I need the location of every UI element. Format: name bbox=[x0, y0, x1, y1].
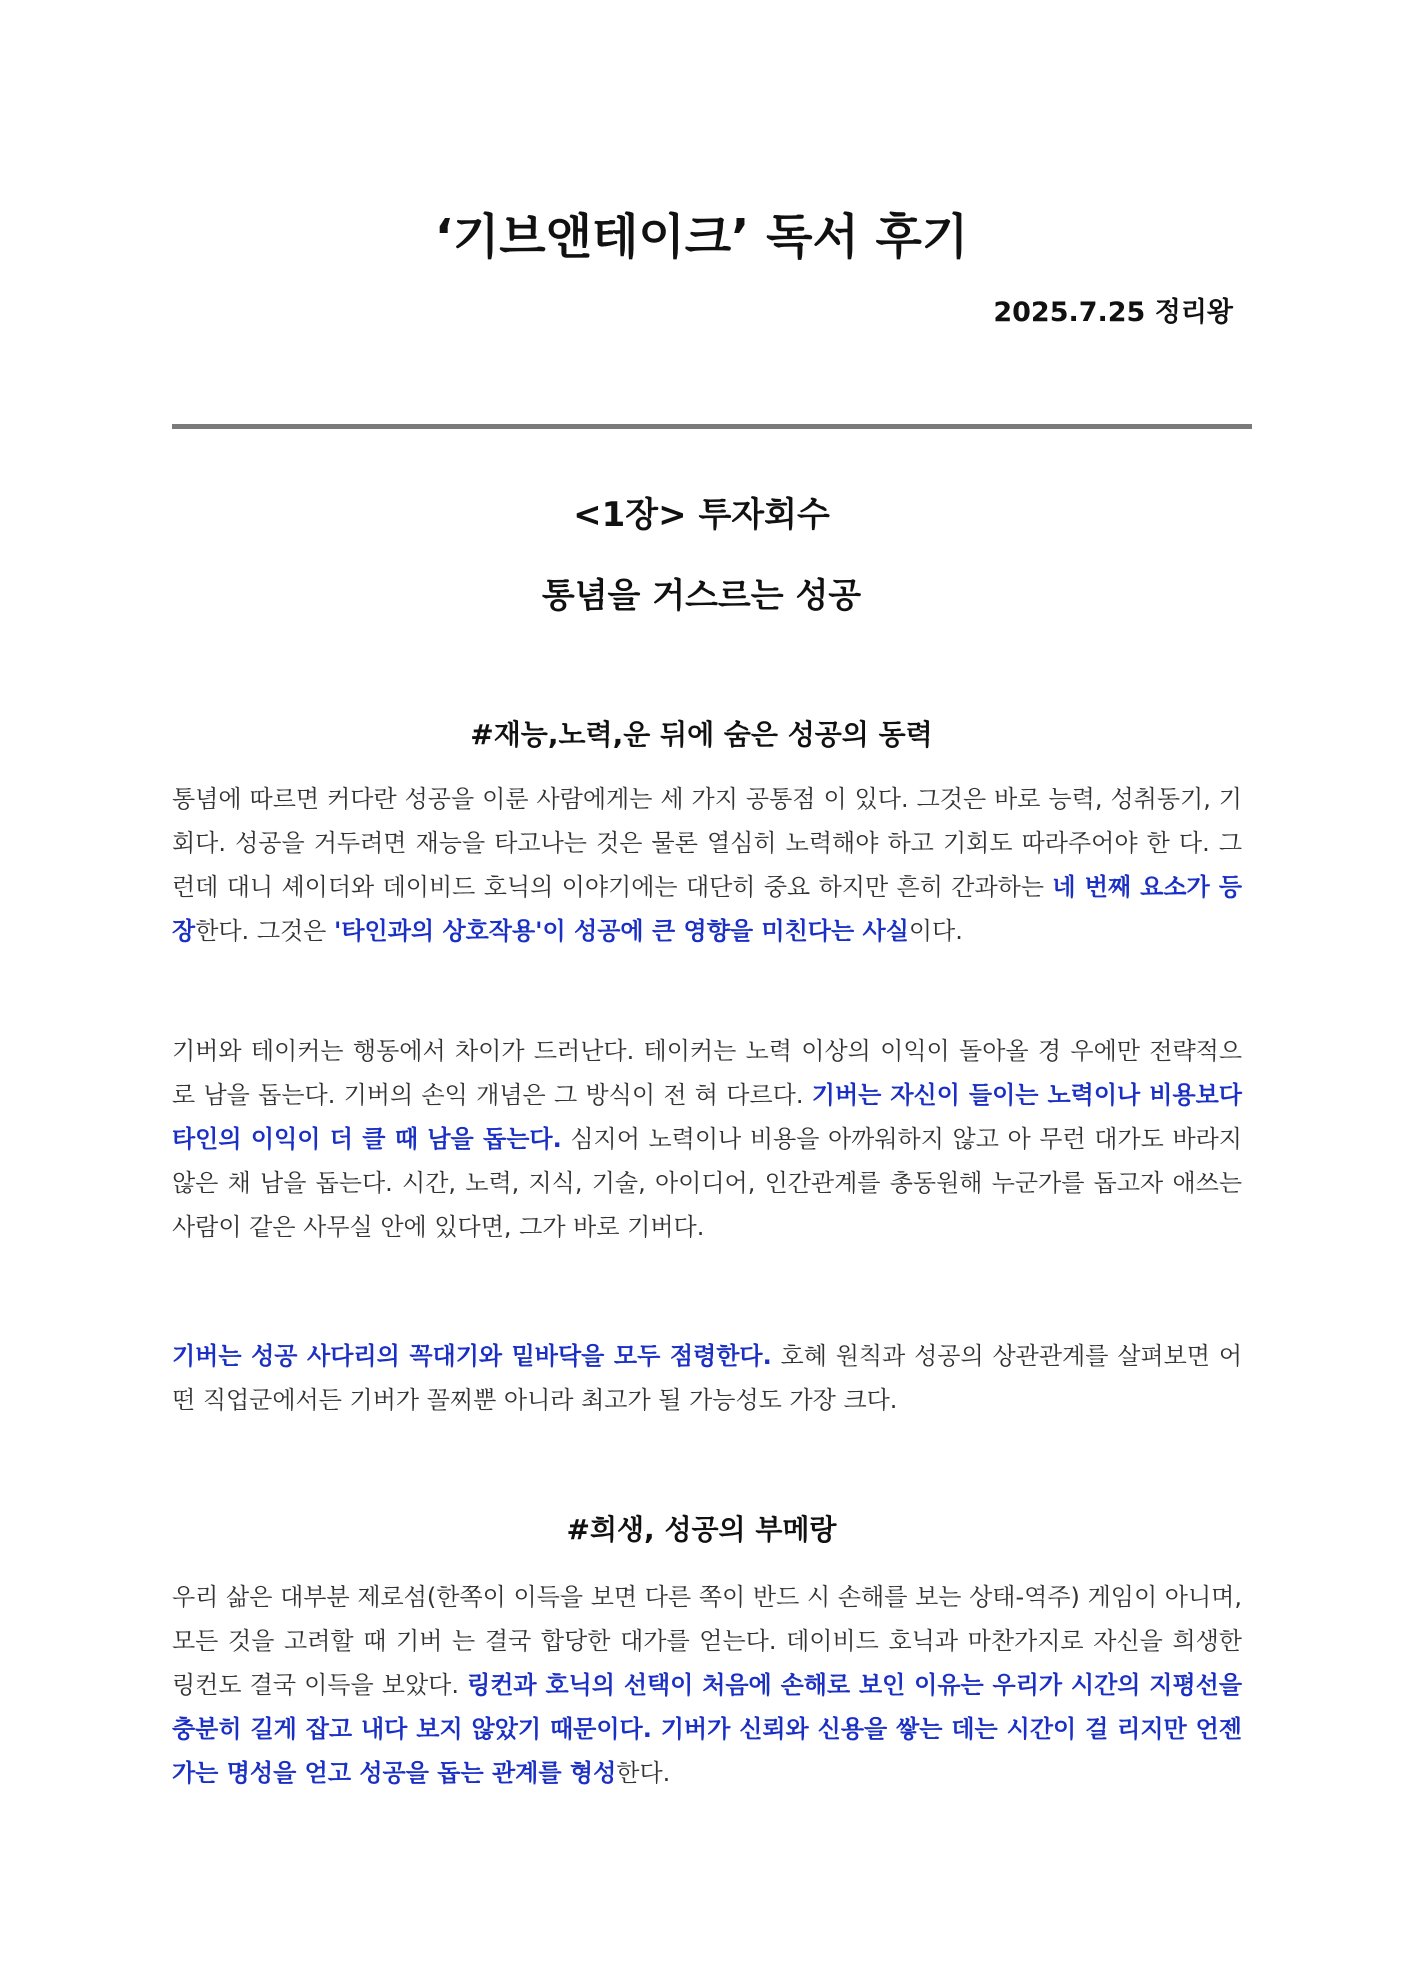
body-text: 한다. bbox=[616, 1759, 671, 1787]
paragraph bbox=[172, 1575, 1242, 1795]
highlighted-text: 기버는 자신이 들이는 노력이나 비용보다 타인의 이익이 더 클 때 남을 돕는다. bbox=[172, 1081, 1242, 1153]
body-text: 기버와 테이커는 행동에서 차이가 드러난다. 테이커는 노력 이상의 이익이 돌아올 경 우에만 전략적으로 남을 돕는다. 기버의 손익 개념은 그 방식이 전 혀 다르다. bbox=[172, 1037, 1242, 1109]
body-text: 호혜 원칙과 성공의 상관관계를 살펴보면 어떤 직업군에서든 기버가 꼴찌뿐 아니라 최고가 될 가능성도 가장 크다. bbox=[172, 1342, 1242, 1414]
section-heading: #희생, 성공의 부메랑 bbox=[566, 1513, 837, 1546]
paragraph bbox=[172, 1334, 1242, 1422]
horizontal-divider bbox=[172, 424, 1252, 429]
highlighted-text: 네 번째 요소가 등장 bbox=[172, 873, 1243, 945]
chapter-heading: <1장> 투자회수 bbox=[573, 495, 830, 535]
body-text: 이다. bbox=[908, 917, 963, 945]
chapter-subheading: 통념을 거스르는 성공 bbox=[541, 576, 862, 616]
body-text: 심지어 노력이나 비용을 아까워하지 않고 아 무런 대가도 바라지 않은 채 남을 돕는다. 시간, 노력, 지식, 기술, 아이디어, 인간관계를 총동원해 누군가를 돕고자 애쓰는 사람이 같은 사무실 안에 있다면, 그가 바로 기버다. bbox=[172, 1125, 1242, 1241]
date-author: 2025.7.25 정리왕 bbox=[993, 297, 1233, 328]
section-heading: #재능,노력,운 뒤에 숨은 성공의 동력 bbox=[470, 718, 933, 751]
highlighted-text: '타인과의 상호작용'이 성공에 큰 영향을 미친다는 사실 bbox=[334, 917, 909, 945]
paragraph bbox=[172, 1029, 1242, 1249]
highlighted-text: 기버는 성공 사다리의 꼭대기와 밑바닥을 모두 점령한다. bbox=[172, 1342, 772, 1370]
highlighted-text: 링컨과 호닉의 선택이 처음에 손해로 보인 이유는 우리가 시간의 지평선을 충분히 길게 잡고 내다 보지 않았기 때문이다. 기버가 신뢰와 신용을 쌓는 데는 시간이 걸 리지만 언젠가는 명성을 얻고 성공을 돕는 관계를 형성 bbox=[172, 1671, 1243, 1787]
document-title: ‘기브앤테이크’ 독서 후기 bbox=[434, 209, 969, 265]
body-text: 통념에 따르면 커다란 성공을 이룬 사람에게는 세 가지 공통점 이 있다. 그것은 바로 능력, 성취동기, 기회다. 성공을 거두려면 재능을 타고나는 것은 물론 열심히 노력해야 하고 기회도 따라주어야 한 다. 그런데 대니 셰이더와 데이비드 호닉의 이야기에는 대단히 중요 하지만 흔히 간과하는 bbox=[172, 785, 1242, 901]
body-text: 우리 삶은 대부분 제로섬(한쪽이 이득을 보면 다른 쪽이 반드 시 손해를 보는 상태-역주) 게임이 아니며, 모든 것을 고려할 때 기버 는 결국 합당한 대가를 얻는다. 데이비드 호닉과 마찬가지로 자신을 희생한 링컨도 결국 이득을 보았다. bbox=[172, 1583, 1242, 1699]
paragraph bbox=[172, 777, 1242, 953]
body-text: 한다. 그것은 bbox=[195, 917, 334, 945]
